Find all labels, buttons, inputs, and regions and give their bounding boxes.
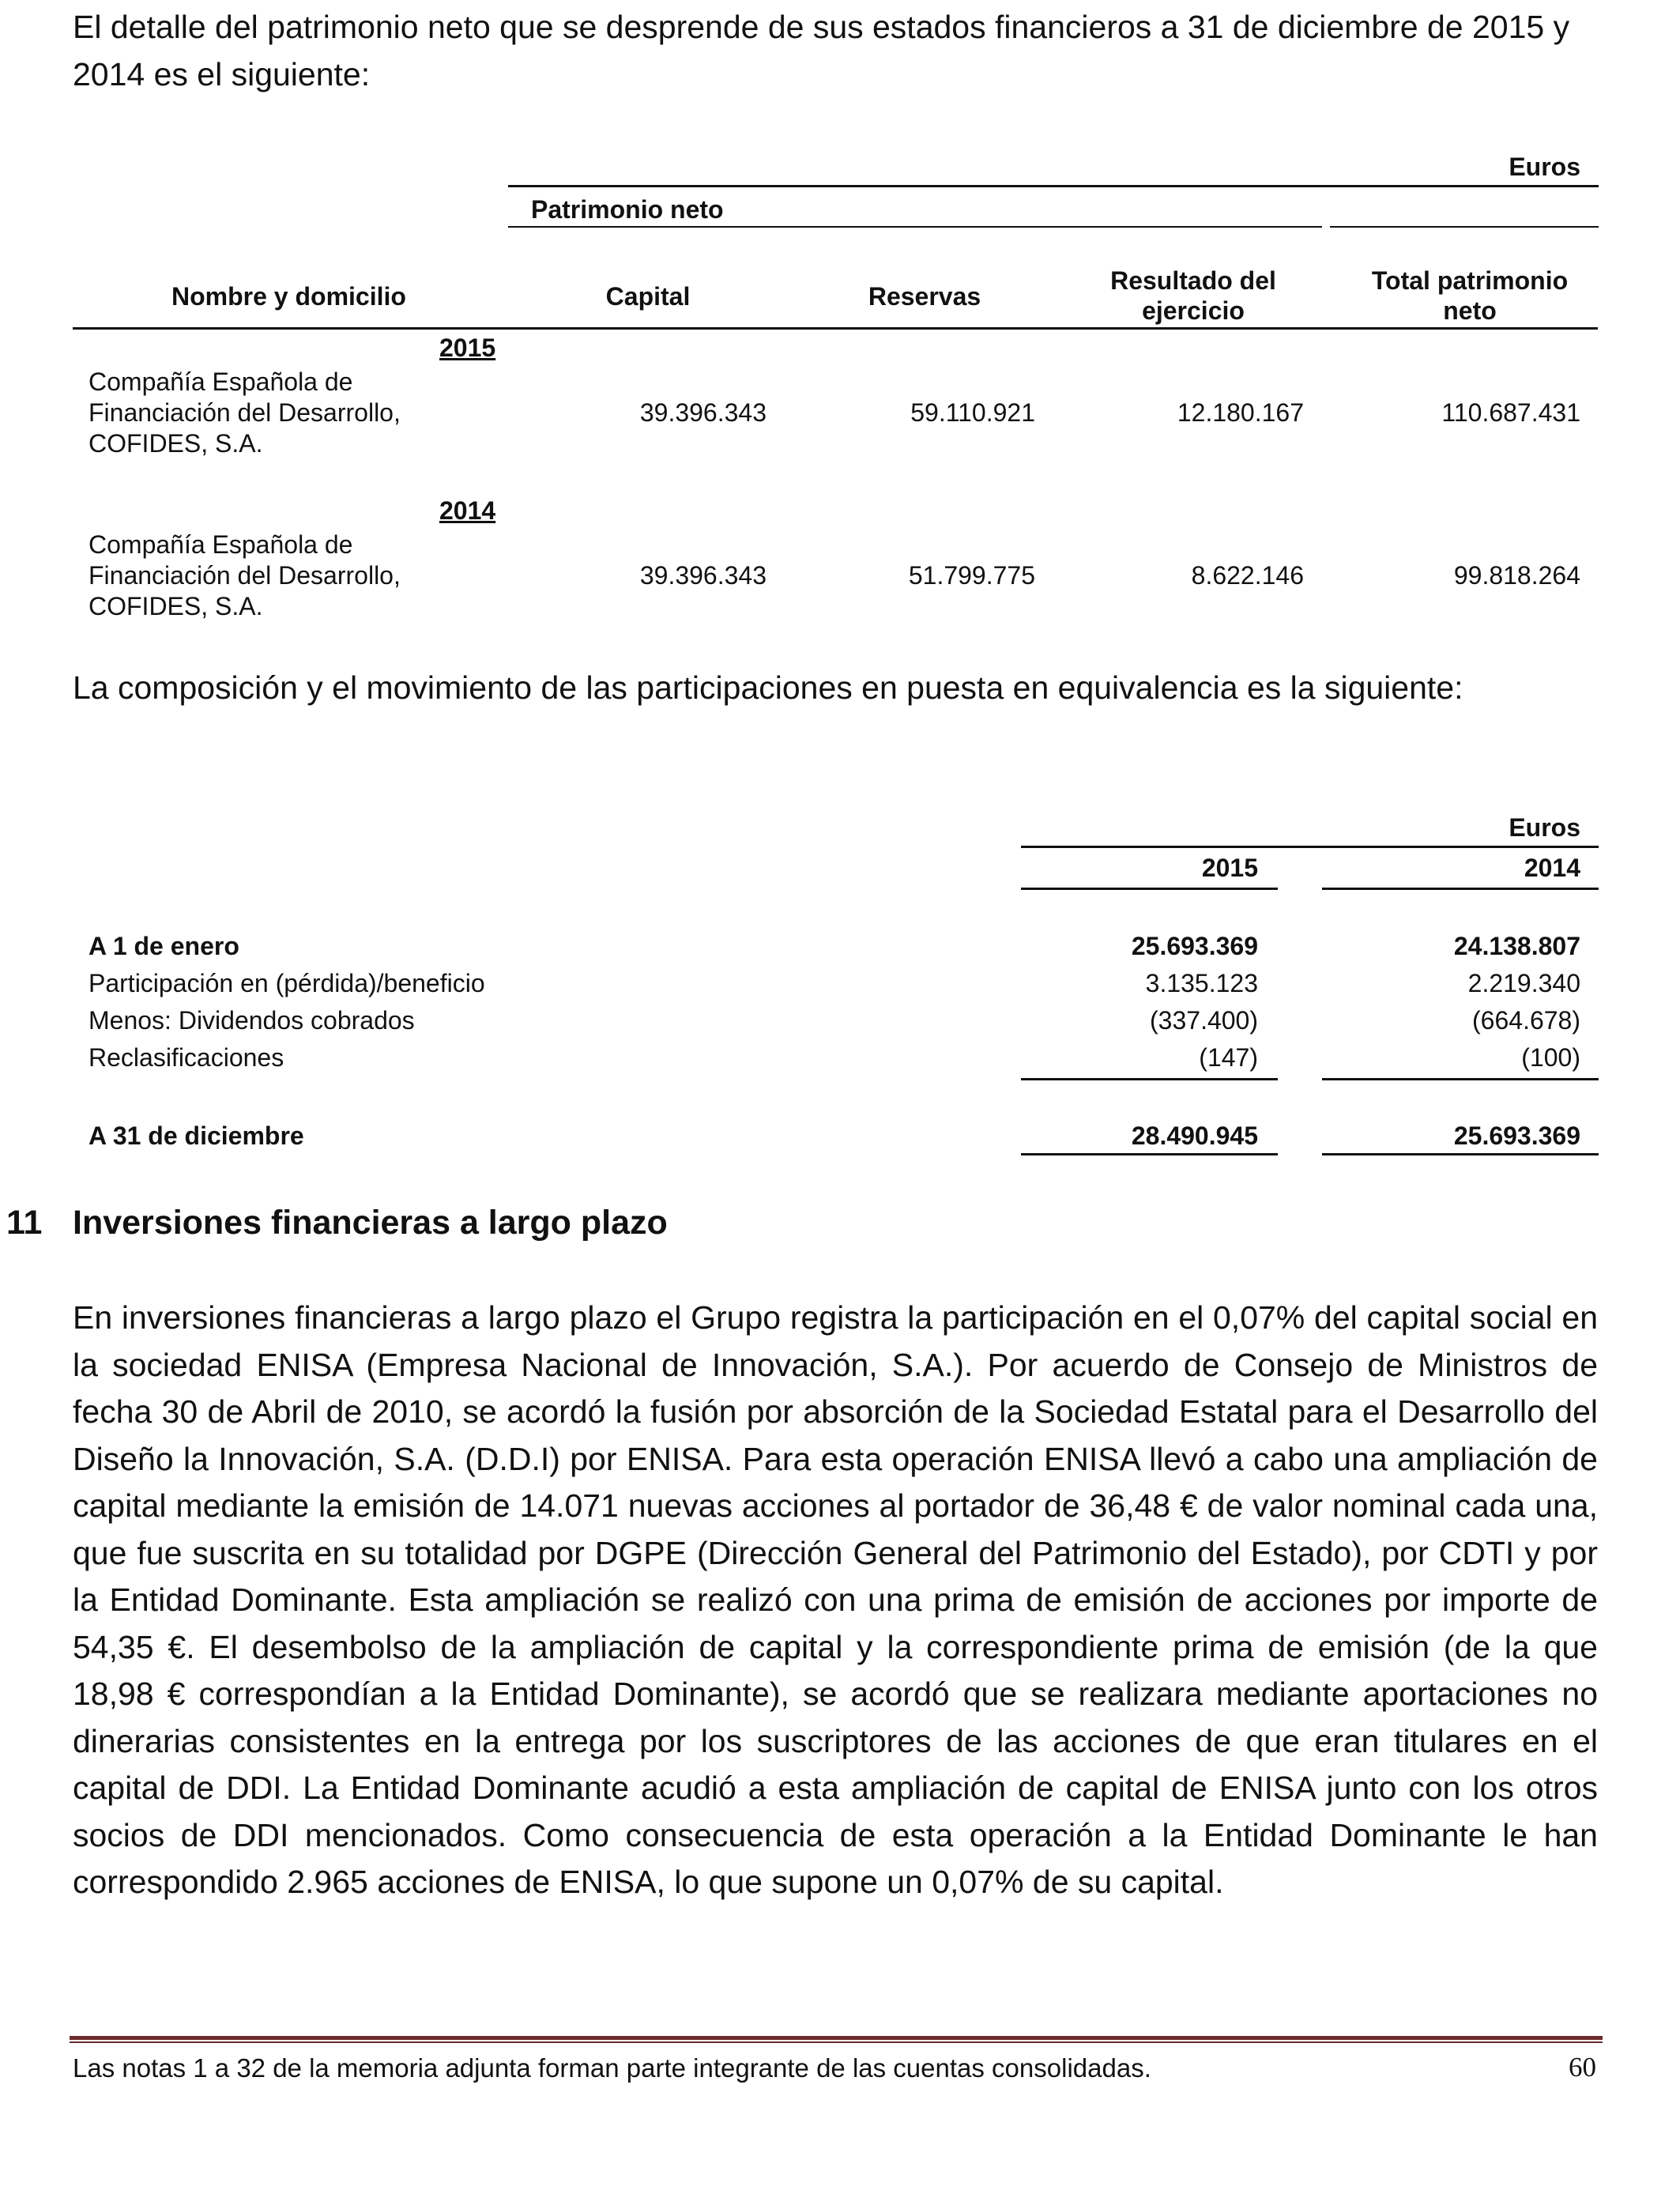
resultado-value: 8.622.146 <box>1191 561 1304 590</box>
table-rule <box>1021 888 1278 890</box>
company-name-line: Financiación del Desarrollo, <box>89 561 401 590</box>
row-value-2014: 2.219.340 <box>1467 969 1580 997</box>
table-rule <box>1330 226 1599 228</box>
col-header-resultado: Resultado del ejercicio <box>1110 266 1276 325</box>
resultado-value: 12.180.167 <box>1177 398 1304 427</box>
company-name-line: Compañía Española de <box>89 368 353 396</box>
col-header-capital: Capital <box>605 282 691 311</box>
year-label-2014: 2014 <box>439 496 496 525</box>
table-rule <box>1322 1153 1599 1155</box>
row-label: Reclasificaciones <box>89 1043 284 1072</box>
row-value-2015: 25.693.369 <box>1131 932 1258 960</box>
intro-paragraph-1: El detalle del patrimonio neto que se desprende de sus estados financieros a 31 de diciembre de 2015 y 2014 es el siguiente: <box>73 9 1570 92</box>
row-value-2015: (147) <box>1199 1043 1258 1072</box>
col-header-2014: 2014 <box>1524 854 1580 882</box>
euros-label: Euros <box>1509 813 1580 842</box>
total-value: 110.687.431 <box>1441 398 1580 427</box>
row-value-2014: 24.138.807 <box>1453 932 1580 960</box>
total-value: 99.818.264 <box>1453 561 1580 590</box>
reservas-value: 59.110.921 <box>910 398 1035 427</box>
table-rule <box>508 185 1599 187</box>
table-rule <box>1021 846 1599 848</box>
table-rule <box>73 327 1598 330</box>
row-value-2015: (337.400) <box>1150 1006 1258 1035</box>
col-header-2015: 2015 <box>1201 854 1258 882</box>
company-name-line: Compañía Española de <box>89 530 353 559</box>
euros-label: Euros <box>1509 153 1580 181</box>
row-value-2014: (664.678) <box>1472 1006 1580 1035</box>
row-label: A 1 de enero <box>89 932 239 960</box>
col-header-reservas: Reservas <box>868 282 981 311</box>
row-label: Menos: Dividendos cobrados <box>89 1006 415 1035</box>
total-value-2015: 28.490.945 <box>1131 1122 1258 1150</box>
capital-value: 39.396.343 <box>639 561 767 590</box>
row-value-2015: 3.135.123 <box>1145 969 1258 997</box>
col-header-name: Nombre y domicilio <box>171 282 406 311</box>
group-header-patrimonio-neto: Patrimonio neto <box>531 195 724 224</box>
company-name-line: COFIDES, S.A. <box>89 592 263 620</box>
table-rule <box>1021 1078 1278 1080</box>
row-label: Participación en (pérdida)/beneficio <box>89 969 485 997</box>
table-rule <box>1322 1078 1599 1080</box>
capital-value: 39.396.343 <box>639 398 767 427</box>
total-value-2014: 25.693.369 <box>1453 1122 1580 1150</box>
col-header-total: Total patrimonio neto <box>1371 266 1569 325</box>
section-number: 11 <box>6 1204 43 1242</box>
table-rule <box>1322 888 1599 890</box>
year-label-2015: 2015 <box>439 334 496 362</box>
company-name-line: COFIDES, S.A. <box>89 429 263 458</box>
row-value-2014: (100) <box>1521 1043 1580 1072</box>
company-name-line: Financiación del Desarrollo, <box>89 398 401 427</box>
section-paragraph: En inversiones financieras a largo plazo el Grupo registra la participación en el 0,07% del capital social en la sociedad ENISA (Empresa Nacional de Innovación, S.A.). Por acuerdo de Consejo de Ministros de fecha 30 de Abril de 2010, se acordó la fusión por absorción de la Sociedad Estatal para el Desarrollo del Diseño la Innovación, S.A. (D.D.I) por ENISA. Para esta operación ENISA llevó a cabo una ampliación de capital mediante la emisión de 14.071 nuevas acciones al portador de 36,48 € de valor nominal cada una, que fue suscrita en su totalidad por DGPE (Dirección General del Patrimonio del Estado), por CDTI y por la Entidad Dominante. Esta ampliación se realizó con una prima de emisión de acciones por importe de 54,35 €. El desembolso de la ampliación de capital y la correspondiente prima de emisión (de la que 18,98 € correspondían a la Entidad Dominante), se acordó que se realizara mediante aportaciones no dinerarias consistentes en la entrega por los suscriptores de las acciones de que eran titulares en el capital de DDI. La Entidad Dominante acudió a esta ampliación de capital de ENISA junto con los otros socios de DDI mencionados. Como consecuencia de esta operación a la Entidad Dominante le han correspondido 2.965 acciones de ENISA, lo que supone un 0,07% de su capital. <box>73 1299 1598 1900</box>
page-number: 60 <box>1569 2052 1596 2083</box>
table-rule <box>508 226 1322 228</box>
footer-rule <box>70 2036 1603 2043</box>
table-rule <box>1021 1153 1278 1155</box>
reservas-value: 51.799.775 <box>908 561 1035 590</box>
section-title: Inversiones financieras a largo plazo <box>73 1204 668 1242</box>
footer-note: Las notas 1 a 32 de la memoria adjunta forman parte integrante de las cuentas consolidadas. <box>73 2053 1151 2083</box>
total-label: A 31 de diciembre <box>89 1122 304 1150</box>
intro-paragraph-2: La composición y el movimiento de las participaciones en puesta en equivalencia es la siguiente: <box>73 669 1463 706</box>
